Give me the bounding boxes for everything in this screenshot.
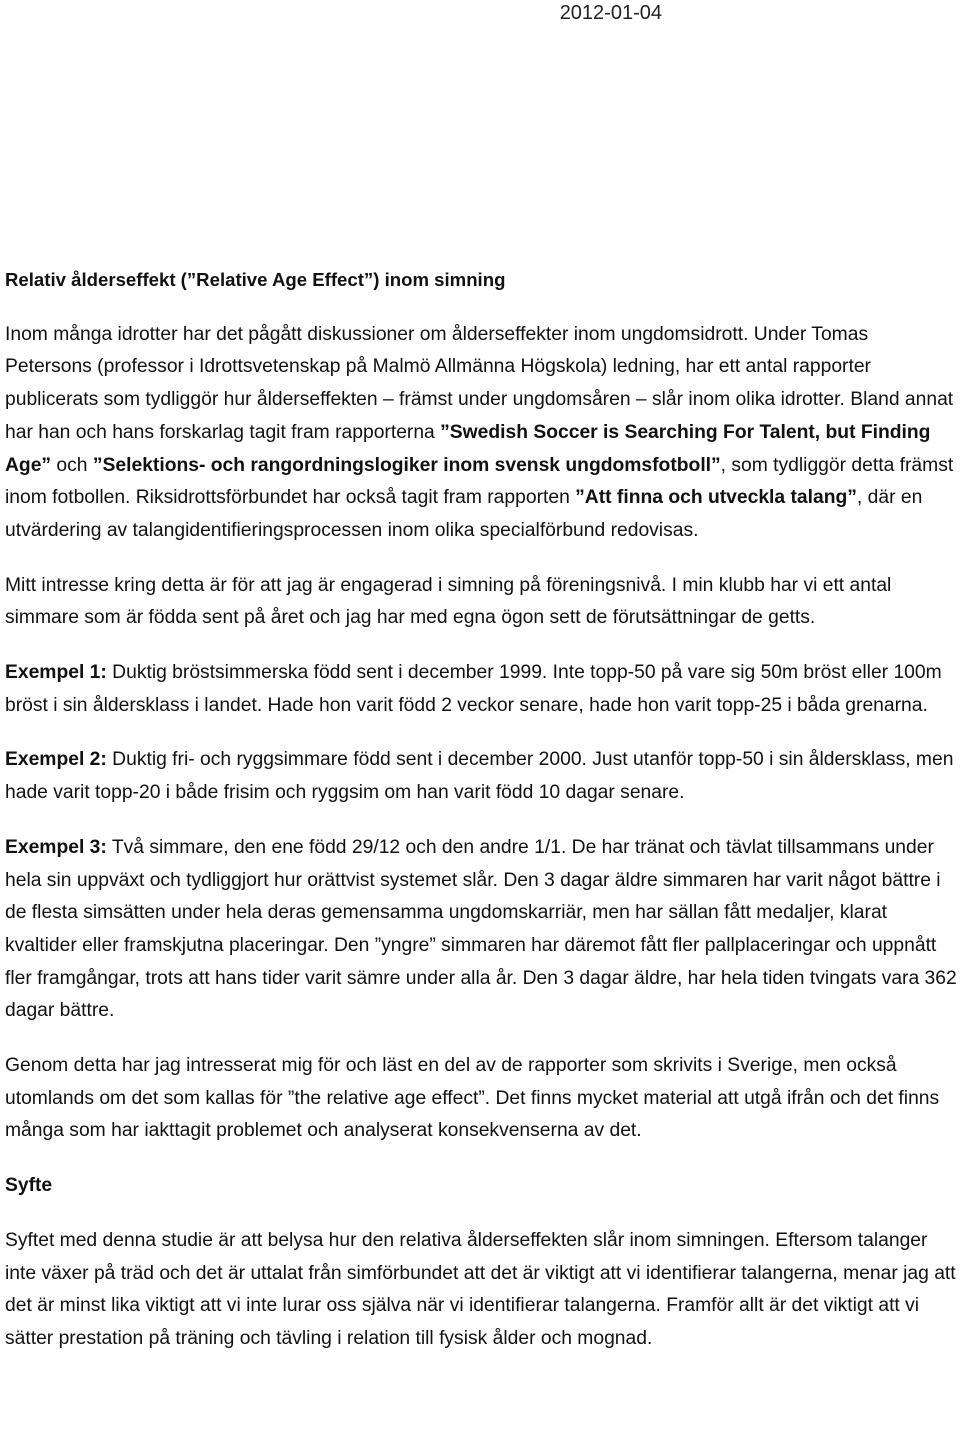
intro-text-1: Inom många idrotter har det pågått diskussioner om ålderseffekter inom ungdomsidrott. Under Tomas Petersons (professor i Idrottsvetenskap på Malmö Allmänna Högskola) ledning, har ett antal rapporter publicerats som tydliggör hur ålderseffekten – främst under ungdomsåren – slår inom olika idrotter. Bland annat har han och hans forskarlag tagit fram rapporterna [5,323,954,443]
example-3-label: Exempel 3: [5,836,107,858]
report-title-selektions: ”Selektions- och rangordningslogiker inom svensk ungdomsfotboll” [92,454,721,476]
syfte-paragraph: Syftet med denna studie är att belysa hur den relativa ålderseffekten slår inom simningen. Eftersom talanger inte växer på träd och det är uttalat från simförbundet att det är viktigt att vi identifierar talangerna, menar jag att det är minst lika viktigt att vi inte lurar oss själva när vi identifierar talangerna. Framför allt är det viktigt att vi sätter prestation på träning och tävling i relation till fysisk ålder och mognad. [5,1229,956,1349]
example-3 [5,832,957,1028]
document-title: Relativ ålderseffekt (”Relative Age Effect”) inom simning [5,269,506,290]
document-body [5,264,957,1378]
example-1-text: Duktig bröstsimmerska född sent i december 1999. Inte topp-50 på vare sig 50m bröst eller 100m bröst i sin åldersklass i landet. Hade hon varit född 2 veckor senare, hade hon varit topp-25 i båda grenarna. [5,662,942,716]
intro-text-4: , där en utvärdering av talangidentifieringsprocessen inom olika specialförbund redovisas. [5,487,923,541]
syfte-heading: Syfte [5,1175,53,1197]
intro-text-2: och [51,454,93,476]
example-2-text: Duktig fri- och ryggsimmare född sent i december 2000. Just utanför topp-50 i sin åldersklass, men hade varit topp-20 i både frisim och ryggsim om han varit född 10 dagar senare. [5,749,954,804]
background-paragraph: Genom detta har jag intresserat mig för och läst en del av de rapporter som skrivits i Sverige, men också utomlands om det som kallas för ”the relative age effect”. Det finns mycket material att utgå ifrån och det finns många som har iakttagit problemet och analyserat konsekvenserna av det. [5,1055,940,1142]
example-3-text: Två simmare, den ene född 29/12 och den andre 1/1. De har tränat och tävlat tillsammans under hela sin uppväxt och tydliggjort hur orättvist systemet slår. Den 3 dagar äldre simmaren har varit något bättre i de flesta simsätten under hela deras gemensamma ungdomskarriär, men har sällan fått medaljer, klarat kvaltider eller framskjutna placeringar. Den ”yngre” simmaren har däremot fått fler pallplaceringar och uppnått fler framgångar, trots att hans tider varit sämre under alla år. Den 3 dagar äldre, har hela tiden tvingats vara 362 dagar bättre. [5,836,957,1022]
interest-paragraph: Mitt intresse kring detta är för att jag är engagerad i simning på föreningsnivå. I min klubb har vi ett antal simmare som är födda sent på året och jag har med egna ögon sett de förutsättningar de getts. [5,574,892,629]
report-title-att-finna: ”Att finna och utveckla talang” [575,487,857,509]
report-title-swedish-soccer: ”Swedish Soccer is Searching For Talent, but Finding Age” [5,421,931,476]
page-date: 2012-01-04 [559,2,662,24]
intro-text-3: , som tydliggör detta främst inom fotbollen. Riksidrottsförbundet har också tagit fram rapporten [5,454,954,509]
example-1-label: Exempel 1: [5,662,107,684]
example-1 [5,657,957,722]
example-2 [5,744,957,809]
intro-paragraph [5,319,957,548]
example-2-label: Exempel 2: [5,749,107,771]
